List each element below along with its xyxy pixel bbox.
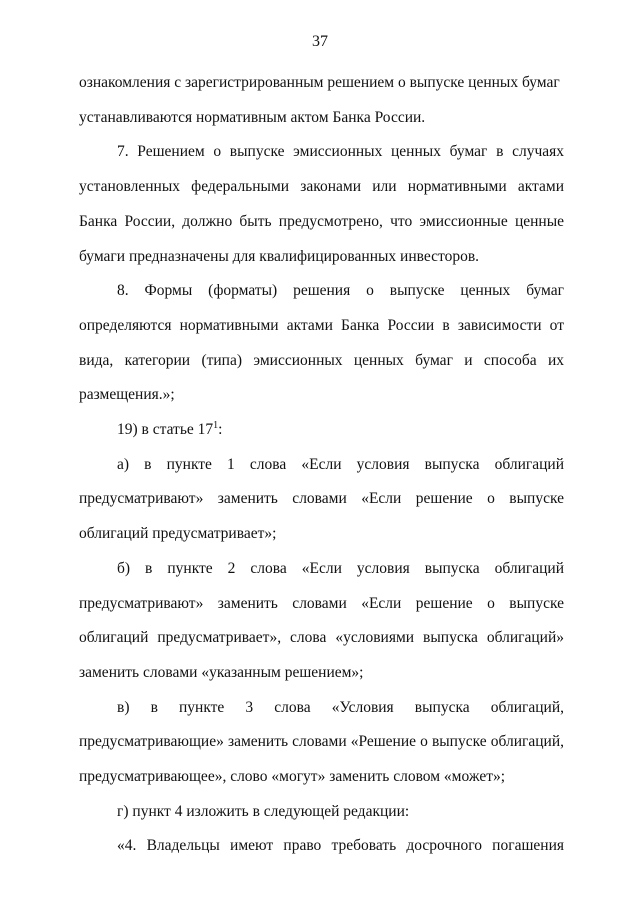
paragraph-quote-4	[79, 829, 564, 864]
page-number: 37	[312, 33, 328, 50]
text-line: 8. Формы (форматы) решения о выпуске ценных бумаг определяются	[79, 282, 564, 334]
text-line: словами «указанным решением»;	[143, 663, 364, 681]
text-line: а) в пункте 1 слова «Если условия выпуска облигаций	[117, 455, 564, 473]
paragraph-subitem-g	[79, 795, 564, 830]
text-line: предусматривают» заменить словами «Если решение о выпуске облигаций	[79, 490, 564, 543]
text-line: предусматривающие» заменить словами «Решение о выпуске облигаций,	[79, 733, 564, 751]
paragraph-subitem-b	[79, 552, 564, 691]
text-segment: 19) в статье 17	[117, 421, 214, 439]
text-segment: :	[218, 421, 223, 439]
document-body	[79, 66, 564, 864]
text-line: нормативными актами Банка России в зависимости от вида, категории	[79, 316, 565, 369]
paragraph-item-19	[79, 413, 564, 448]
text-line: установленных федеральными законами или нормативными актами Банка	[79, 178, 564, 230]
text-line: (типа) эмиссионных ценных бумаг и способа их размещения.»;	[79, 351, 564, 404]
text-line: г) пункт 4 изложить в следующей редакции:	[117, 802, 410, 820]
paragraph-subitem-a	[79, 448, 564, 552]
text-line: в) в пункте 3 слова «Условия выпуска облигаций,	[117, 698, 564, 716]
paragraph-subitem-v	[79, 691, 564, 795]
text-line: ознакомления с зарегистрированным решением о выпуске ценных бумаг	[79, 74, 560, 91]
paragraph-intro	[79, 66, 564, 135]
text-line: предусматривающее», слово «могут» заменить словом «может»;	[79, 768, 506, 786]
text-line: «4. Владельцы имеют право требовать досрочного погашения	[117, 837, 564, 855]
text-line: предусматривают» заменить словами «Если решение о выпуске облигаций	[79, 594, 564, 647]
paragraph-item-7	[79, 135, 564, 274]
text-line: 7. Решением о выпуске эмиссионных ценных бумаг в случаях	[117, 143, 564, 161]
text-line: предусматривает», слова «условиями выпуска облигаций» заменить	[79, 629, 564, 681]
paragraph-item-8	[79, 274, 564, 413]
text-line: предусматривает»;	[152, 525, 277, 543]
text-line: предназначены для квалифицированных инвесторов.	[128, 247, 480, 265]
text-line: устанавливаются нормативным актом Банка России.	[79, 108, 426, 126]
superscript: 1	[213, 420, 219, 432]
text-line: б) в пункте 2 слова «Если условия выпуска облигаций	[117, 559, 564, 577]
text-line: России, должно быть предусмотрено, что эмиссионные ценные бумаги	[79, 212, 564, 265]
